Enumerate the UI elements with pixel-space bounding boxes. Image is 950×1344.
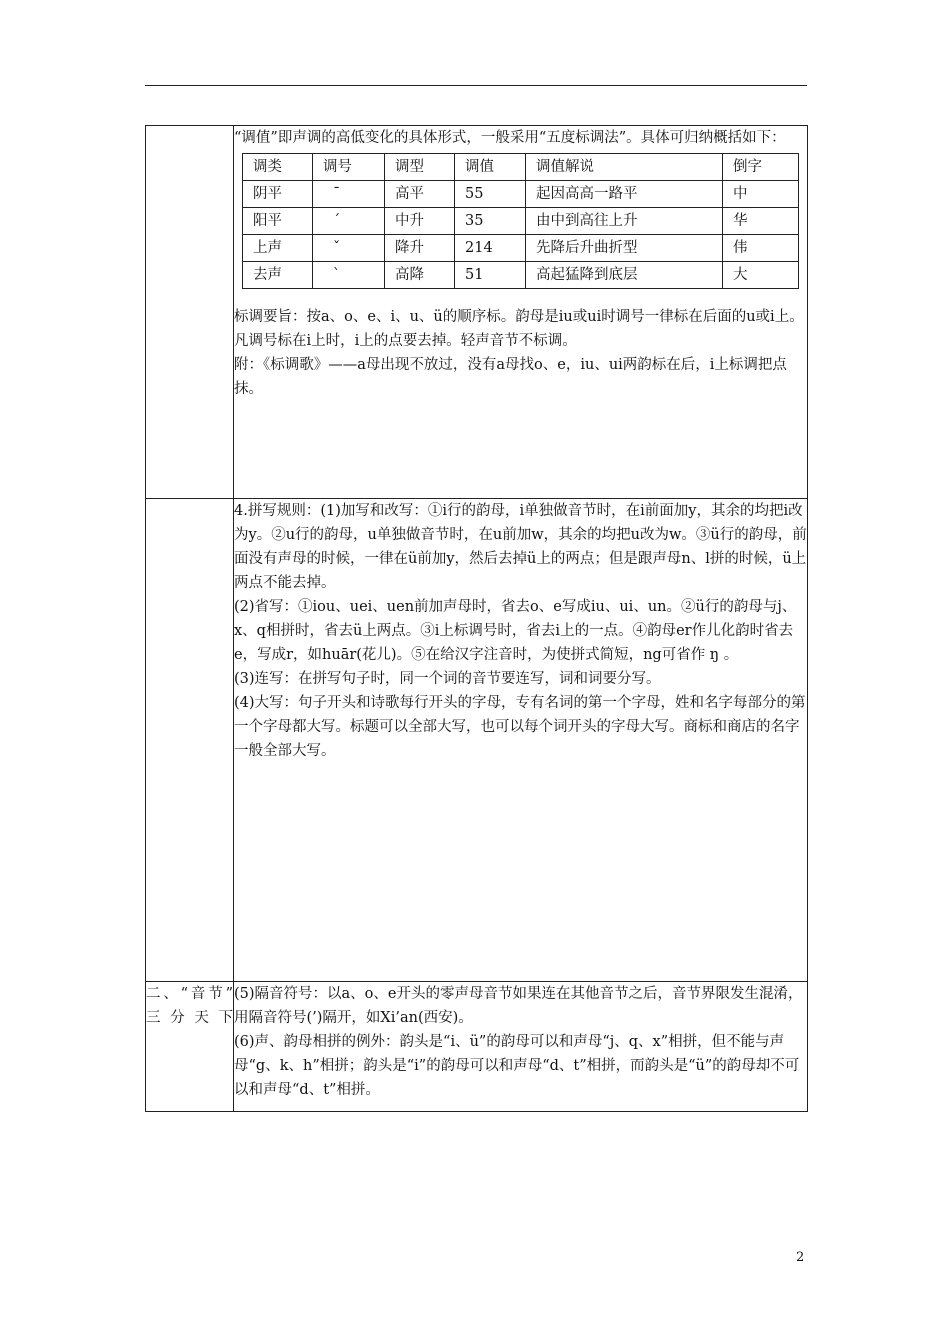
table-row [146, 126, 808, 499]
tone-table-row [243, 181, 799, 208]
header-rule [145, 85, 807, 86]
header-cell: 调型 [385, 154, 455, 181]
tone-intro: “调值”即声调的高低变化的具体形式，一般采用“五度标调法”。具体可归纳概括如下： [234, 130, 786, 146]
tone-table [242, 153, 799, 289]
cell: 去声 [243, 262, 313, 289]
spelling-rule-3: (3)连写：在拼写句子时，同一个词的音节要连写，词和词要分写。 [234, 671, 661, 687]
cell: 伟 [723, 235, 799, 262]
cell: 大 [723, 262, 799, 289]
tone-rule: 标调要旨：按a、o、e、i、u、ü的顺序标。韵母是iu或ui时调号一律标在后面的u或i上。凡调号标在i上时，i上的点要去掉。轻声音节不标调。 [234, 309, 804, 349]
cell: 35 [455, 208, 526, 235]
cell: 由中到高往上升 [526, 208, 723, 235]
cell: 214 [455, 235, 526, 262]
cell: 55 [455, 181, 526, 208]
cell: 华 [723, 208, 799, 235]
cell: 阳平 [243, 208, 313, 235]
tone-song: 附：《标调歌》——a母出现不放过，没有a母找o、e，iu、ui两韵标在后，i上标调把点抹。 [234, 357, 787, 397]
header-cell: 倒字 [723, 154, 799, 181]
spelling-rule-5: (5)隔音符号：以a、o、e开头的零声母音节如果连在其他音节之后，音节界限发生混淆，用隔音符号(’)隔开，如Xi’an(西安)。 [234, 986, 803, 1026]
table-row [146, 499, 808, 982]
cell: ˋ [313, 262, 385, 289]
tone-table-row [243, 235, 799, 262]
header-cell: 调类 [243, 154, 313, 181]
tone-table-row [243, 208, 799, 235]
header-cell: 调值解说 [526, 154, 723, 181]
tone-table-header [243, 154, 799, 181]
label-cell-empty [146, 126, 234, 499]
cell: 先降后升曲折型 [526, 235, 723, 262]
cell: ˉ [313, 181, 385, 208]
content-table [145, 125, 808, 1112]
cell: 起因高高一路平 [526, 181, 723, 208]
content-cell [234, 499, 808, 982]
table-row [146, 982, 808, 1112]
content-cell [234, 982, 808, 1112]
cell: 高平 [385, 181, 455, 208]
label-cell-empty [146, 499, 234, 982]
header-cell: 调号 [313, 154, 385, 181]
content-cell [234, 126, 808, 499]
cell: ˊ [313, 208, 385, 235]
page-number: 2 [796, 1250, 805, 1265]
cell: 阴平 [243, 181, 313, 208]
cell: 降升 [385, 235, 455, 262]
header-cell: 调值 [455, 154, 526, 181]
cell: ˇ [313, 235, 385, 262]
spelling-rule-2: (2)省写：①iou、uei、uen前加声母时，省去o、e写成iu、ui、un。②ü行的韵母与j、x、q相拼时，省去ü上两点。③i上标调号时，省去i上的一点。④韵母er作儿化韵时省去e，写成r，如huār(花儿)。⑤在给汉字注音时，为使拼式简短，ng可省作 ŋ 。 [234, 599, 797, 663]
cell: 51 [455, 262, 526, 289]
spelling-rule-6: (6)声、韵母相拼的例外：韵头是“i、ü”的韵母可以和声母“j、q、x”相拼，但不能与声母“g、k、h”相拼；韵头是“i”的韵母可以和声母“d、t”相拼，而韵头是“ü”的韵母却不可以和声母“d、t”相拼。 [234, 1034, 800, 1098]
spelling-rule-4: (4)大写：句子开头和诗歌每行开头的字母，专有名词的第一个字母，姓和名字每部分的第一个字母都大写。标题可以全部大写，也可以每个词开头的字母大写。商标和商店的名字一般全部大写。 [234, 695, 806, 759]
cell: 中升 [385, 208, 455, 235]
spelling-rule-1: 4.拼写规则：(1)加写和改写：①i行的韵母，i单独做音节时，在i前面加y，其余的均把i改为y。②u行的韵母，u单独做音节时，在u前加w，其余的均把u改为w。③ü行的韵母，前面没有声母的时候，一律在ü前加y，然后去掉ü上的两点；但是跟声母n、l拼的时候，ü上两点不能去掉。 [234, 503, 807, 591]
cell: 上声 [243, 235, 313, 262]
cell: 高起猛降到底层 [526, 262, 723, 289]
tone-table-row [243, 262, 799, 289]
section-label: 二、“音节” 三分天下 [146, 982, 234, 1112]
cell: 高降 [385, 262, 455, 289]
cell: 中 [723, 181, 799, 208]
